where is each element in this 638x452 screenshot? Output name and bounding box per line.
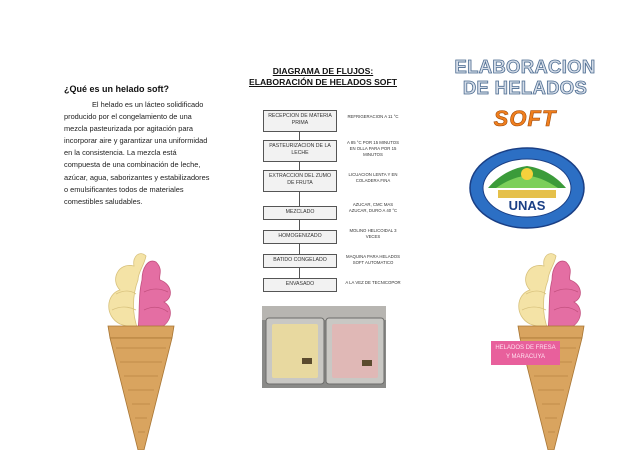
- flow-arrow: [299, 132, 300, 140]
- flow-arrow: [299, 162, 300, 170]
- title-soft: SOFT: [493, 106, 557, 131]
- flow-note: MOLINO HELICOIDAL 3 VECES: [349, 228, 397, 239]
- title-line-1: ELABORACION: [454, 56, 596, 77]
- title-line-2: DE HELADOS: [462, 77, 588, 98]
- flow-step: PASTEURIZACION DE LA LECHE: [263, 140, 337, 162]
- ice-cream-trays-photo: [262, 306, 386, 388]
- flow-title-line-2: ELABORACIÓN DE HELADOS SOFT: [248, 77, 397, 87]
- flow-note: AZUCAR, CMC MAS AZUCAR, DURO A 40 °C: [348, 202, 398, 213]
- flow-step: EXTRACCION DEL ZUMO DE FRUTA: [263, 170, 337, 192]
- seal-unas-text: UNAS: [508, 198, 546, 213]
- flow-step: MEZCLADO: [263, 206, 337, 220]
- caption-line-1: HELADOS DE FRESA: [495, 345, 556, 351]
- flow-arrow: [299, 220, 300, 230]
- flow-arrow: [299, 268, 300, 278]
- flow-arrow: [299, 192, 300, 206]
- brochure-title: [430, 56, 620, 98]
- flow-note: LICUACION LENTA Y EN COLADERA FINA: [348, 172, 398, 183]
- university-seal-logo: [468, 146, 586, 232]
- flavor-caption: [491, 341, 560, 365]
- definition-paragraph: [64, 99, 214, 208]
- flow-arrow: [299, 244, 300, 254]
- flow-note: REFRIGERACION A 11 °C: [347, 114, 399, 119]
- flow-note: A LA VEZ DE TECNICOPOR: [345, 280, 401, 285]
- flow-step: ENVASADO: [263, 278, 337, 292]
- caption-line-2: Y MARACUYA: [505, 354, 546, 360]
- flow-step: RECEPCION DE MATERIA PRIMA: [263, 110, 337, 132]
- definition-text: El helado es un lácteo solidificado producido por el congelamiento de una mezcla pasteurizada por agitación para incorporar aire y garantizar una uniformidad en la consistencia. La mezcla está compuesta de una combinación de leche, azúcar, agua, saborizantes y estabilizadores o emulsificantes todos de materiales comestibles saludables.: [64, 100, 210, 206]
- ice-cream-cone-image-left: [98, 236, 184, 450]
- flow-title-line-1: DIAGRAMA DE FLUJOS:: [272, 66, 374, 76]
- flow-step: HOMOGENIZADO: [263, 230, 337, 244]
- flow-note: A 85 °C POR 15 MINUTOS EN OLLA PARA POR 15 MINUTOS: [346, 140, 400, 157]
- flow-diagram-title: [248, 66, 398, 88]
- question-heading: ¿Qué es un helado soft?: [64, 84, 170, 94]
- flow-note: MAQUINA PARA HELADOS SOFT AUTOMATICO: [346, 254, 400, 265]
- flow-step: BATIDO CONGELADO: [263, 254, 337, 268]
